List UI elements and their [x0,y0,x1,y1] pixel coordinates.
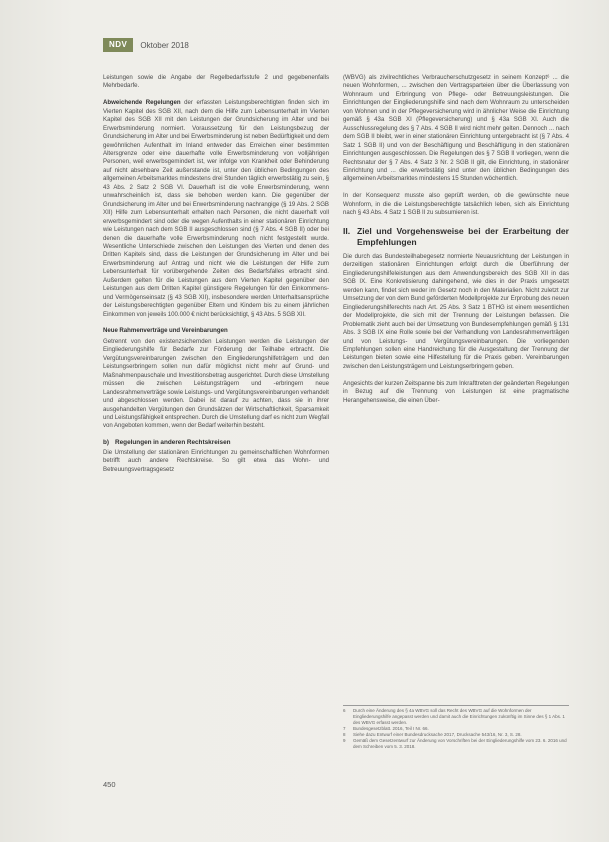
section-heading [343,226,569,247]
paragraph: Angesichts der kurzen Zeitspanne bis zum Inkrafttreten der geänderten Regelungen in Bezug auf die Trennung von Leistungen ist eine pragmatische Herangehensweise, die einen Über- [343,379,569,404]
footnote-text: Bundesgesetzblatt. 2016, Teil I Nr. 66. [353,726,429,731]
footnote-text: Durch eine Änderung des § 4a WBVG soll das Recht des WBVG auf die Wohnformen der Eingliederungshilfe angepasst werden und damit auch die Einrichtungen zukünftig im Sinne des § 1 Abs. 1 des WBVG erfasst werden. [353,708,565,725]
paragraph [103,99,329,319]
page-number: 450 [103,780,116,789]
paragraph: Die Umstellung der stationären Einrichtungen zu gemeinschaftlichen Wohnformen betrifft auch andere Rechtskreise. So gilt etwa das Wohn- und Betreuungsvertragsgesetz [103,448,329,473]
issue-date: Oktober 2018 [140,40,189,50]
footnote [343,708,569,726]
page-header [103,38,189,52]
paragraph-lead: Abweichende Regelungen [103,99,181,107]
footnote-number: 8 [343,732,346,737]
section-title: Ziel und Vorgehensweise bei der Erarbeitung der Empfehlungen [357,226,569,247]
paragraph [103,327,329,335]
left-column [103,74,329,482]
paragraph: Die durch das Bundesteilhabegesetz normierte Neuausrichtung der Leistungen in derzeitigen stationären Einrichtungen erfolgt durch die Überführung der Eingliederungshilfeleistungen aus dem Anwendungsbereich des SGB XII in das SGB IX. Eine Konkretisierung dahingehend, wie dies in der Praxis umgesetzt werden kann, findet sich weder im Gesetz noch in den Materialien. Nicht zuletzt zur Umsetzung der von dem Bund geförderten Modellprojekte zur Erprobung des neuen Eingliederungshilferechts nach Art. 25 Abs. 3 Satz 1 BTHG ist einem wesentlichen der Modellprojekte, die sich mit der Trennung der Leistungen befassen. Die Problematik zieht auch bei der Umsetzung von Bundesempfehlungen gemäß § 131 Abs. 3 SGB IX eine Rolle sowie bei der Verhandlung von Landesrahmenverträgen und von Leistungs- und Vergütungsvereinbarungen. Die vorliegenden Empfehlungen sollen eine Handreichung für die Ausgestaltung der Trennung der Leistungen bieten sowie eine Hilfestellung für die Praxis geben. Vereinbarungen zwischen den Leistungsträgern und Leistungserbringern geben. [343,253,569,370]
subsection-title: Regelungen in anderen Rechtskreisen [115,439,231,447]
footnote-number: 6 [343,708,346,713]
footnote-text: Gemäß dem Gesetzentwurf zur Änderung von Vorschriften bei der Eingliederungshilfe vom 23. 6. 2016 und dem Schreiben vom 5. 3. 2018. [353,738,567,749]
subsection-lead: Neue Rahmenverträge und Vereinbarungen [103,327,228,335]
right-column [343,74,569,414]
subsection-number: b) [103,439,110,447]
section-number: II. [343,226,351,237]
footnote-number: 9 [343,738,346,743]
paragraph: Leistungen sowie die Angabe der Regelbedarfsstufe 2 und gegebenenfalls Mehrbedarfe. [103,74,329,90]
paragraph: (WBVG) als zivilrechtliches Verbraucherschutzgesetz in seinem Konzept⁶ ... die neuen Wohnformen, ... zwischen den Vertragsparteien über die Überlassung von Wohnraum und Erbringung von Pflege- oder Betreuungsleistungen. Die Einrichtungen der Eingliederungshilfe sind nach dem Wohnraum zu unterscheiden von Wohnen und in der Pflegeversicherung wird in ähnlicher Weise die Einrichtung gemäß § 43a SGB XI (Pflegeversicherung) und § 43a SGB XI. Auch die Ausschlussregelung des § 7 Abs. 4 SGB II wird nicht mehr gelten. Dennoch ... nach dem SGB II bleibt, wer in einer stationären Einrichtung untergebracht ist (§ 7 Abs. 4 Satz 1 SGB II) und von der Beschäftigung und Beschäftigung in den stationären Einrichtungen ausgeschlossen. Die Regelungen des § 7 SGB II vorliegen, wenn die Rechtsnatur der § 7 Abs. 4 Satz 3 Nr. 2 SGB II gilt, die Einrichtung, in stationärer Einrichtung und ... die erwerbstätig sind unter den üblichen Bedingungen des allgemeinen Arbeitsmarktes mindestens 15 Stunden wöchentlich. [343,74,569,183]
footnotes [343,705,569,750]
footnote-text: Siehe dazu Entwurf einer Bundesdrucksache 2017, Drucksache 543/16, Nr. 3, S. 28. [353,732,522,737]
paragraph: In der Konsequenz musste also geprüft werden, ob die gewünschte neue Wohnform, in die die Leistungsberechtigte tatsächlich leben, sich als Einrichtung nach § 43 Abs. 4 Satz 1 SGB II zu subsumieren ist. [343,192,569,217]
footnote [343,738,569,750]
footnote-number: 7 [343,726,346,731]
paragraph-body: der erfassten Leistungsberechtigten finden sich im Vierten Kapitel des SGB XII, nach dem die Hilfe zum Lebensunterhalt im Vierten Kapitel des SGB XII mit den Leistungen der Grundsicherung im Alter und bei Erwerbsminderung normiert. Voraussetzung für den Leistungsbezug der Grundsicherung im Alter und bei Erwerbsminderung ist neben Bedürftigkeit und dem gewöhnlichen Aufenthalt im Inland entweder das Erreichen einer bestimmten Altersgrenze oder eine dauerhafte volle Erwerbsminderung von volljährigen Personen, weil erwerbsgemindert ist, wer infolge von Krankheit oder Behinderung auf nicht absehbare Zeit außerstande ist, unter den üblichen Bedingungen des allgemeinen Arbeitsmarktes mindestens drei Stunden täglich erwerbstätig zu sein, § 43 Abs. 2 Satz 2 SGB VI. Dauerhaft ist die volle Erwerbsminderung, wenn unwahrscheinlich ist, dass sie behoben werden kann. Die gegenüber der Grundsicherung im Alter und bei Erwerbsminderung nachrangige (§ 19 Abs. 2 SGB XII) Hilfe zum Lebensunterhalt erhalten nach Personen, die nicht dauerhaft voll erwerbsgemindert sind oder die wegen Aufenthalts in einer stationären Einrichtung wie Leistungen nach dem SGB II ausgeschlossen sind (§ 7 Abs. 4 SGB II) oder bei denen die dauerhafte volle Erwerbsminderung noch nicht festgestellt wurde. Wesentliche Unterschiede zwischen den Leistungen des Vierten und denen des Dritten Kapitels sind, dass die Leistungen der Grundsicherung im Alter und bei Erwerbsminderung auf Antrag und nicht wie die Leistungen der Hilfe zum Lebensunterhalt für vorübergehende Zeiten des Bedarfsfalles erbracht sind. Außerdem gelten für die Leistungen aus dem Vierten Kapitel gegenüber den Leistungen aus dem Dritten Kapitel günstigere Regelungen für den Einkommens- und Vermögenseinsatz (§ 43 SGB XII), insbesondere werden Unterhaltsansprüche der Leistungsberechtigten gegenüber Eltern und Kindern bis zu einem jährlichen Einkommen von jeweils 100.000 € nicht berücksichtigt, § 43 Abs. 5 SGB XII. [103,99,329,318]
paragraph: Getrennt von den existenzsichernden Leistungen werden die Leistungen der Eingliederungshilfe für Bedarfe zur Förderung der Teilhabe erbracht. Die Vergütungsvereinbarungen zwischen den Eingliederungshilfeträgern und den Leistungserbringern sollen nun dafür möglichst nicht mehr auf Grund- und Maßnahmenpauschale und Investitionsbetrag ausgerichtet. Durch diese Umstellung müssen die zwischen Leistungsträgern und -erbringern neue Landesrahmenverträge sowie Leistungs- und Vergütungsvereinbarungen verhandelt und abgeschlossen werden. Dabei ist darauf zu achten, dass sie in ihrer ausgehandelten Vergütungen den Grundsätzen der Wirtschaftlichkeit, Sparsamkeit und Leistungsfähigkeit entsprechen. Durch die Umstellung darf es nicht zum Wegfall von Angeboten kommen, wenn der Bedarf weiterhin besteht. [103,337,329,430]
subsection-heading [103,439,329,447]
journal-badge: NDV [103,38,133,52]
